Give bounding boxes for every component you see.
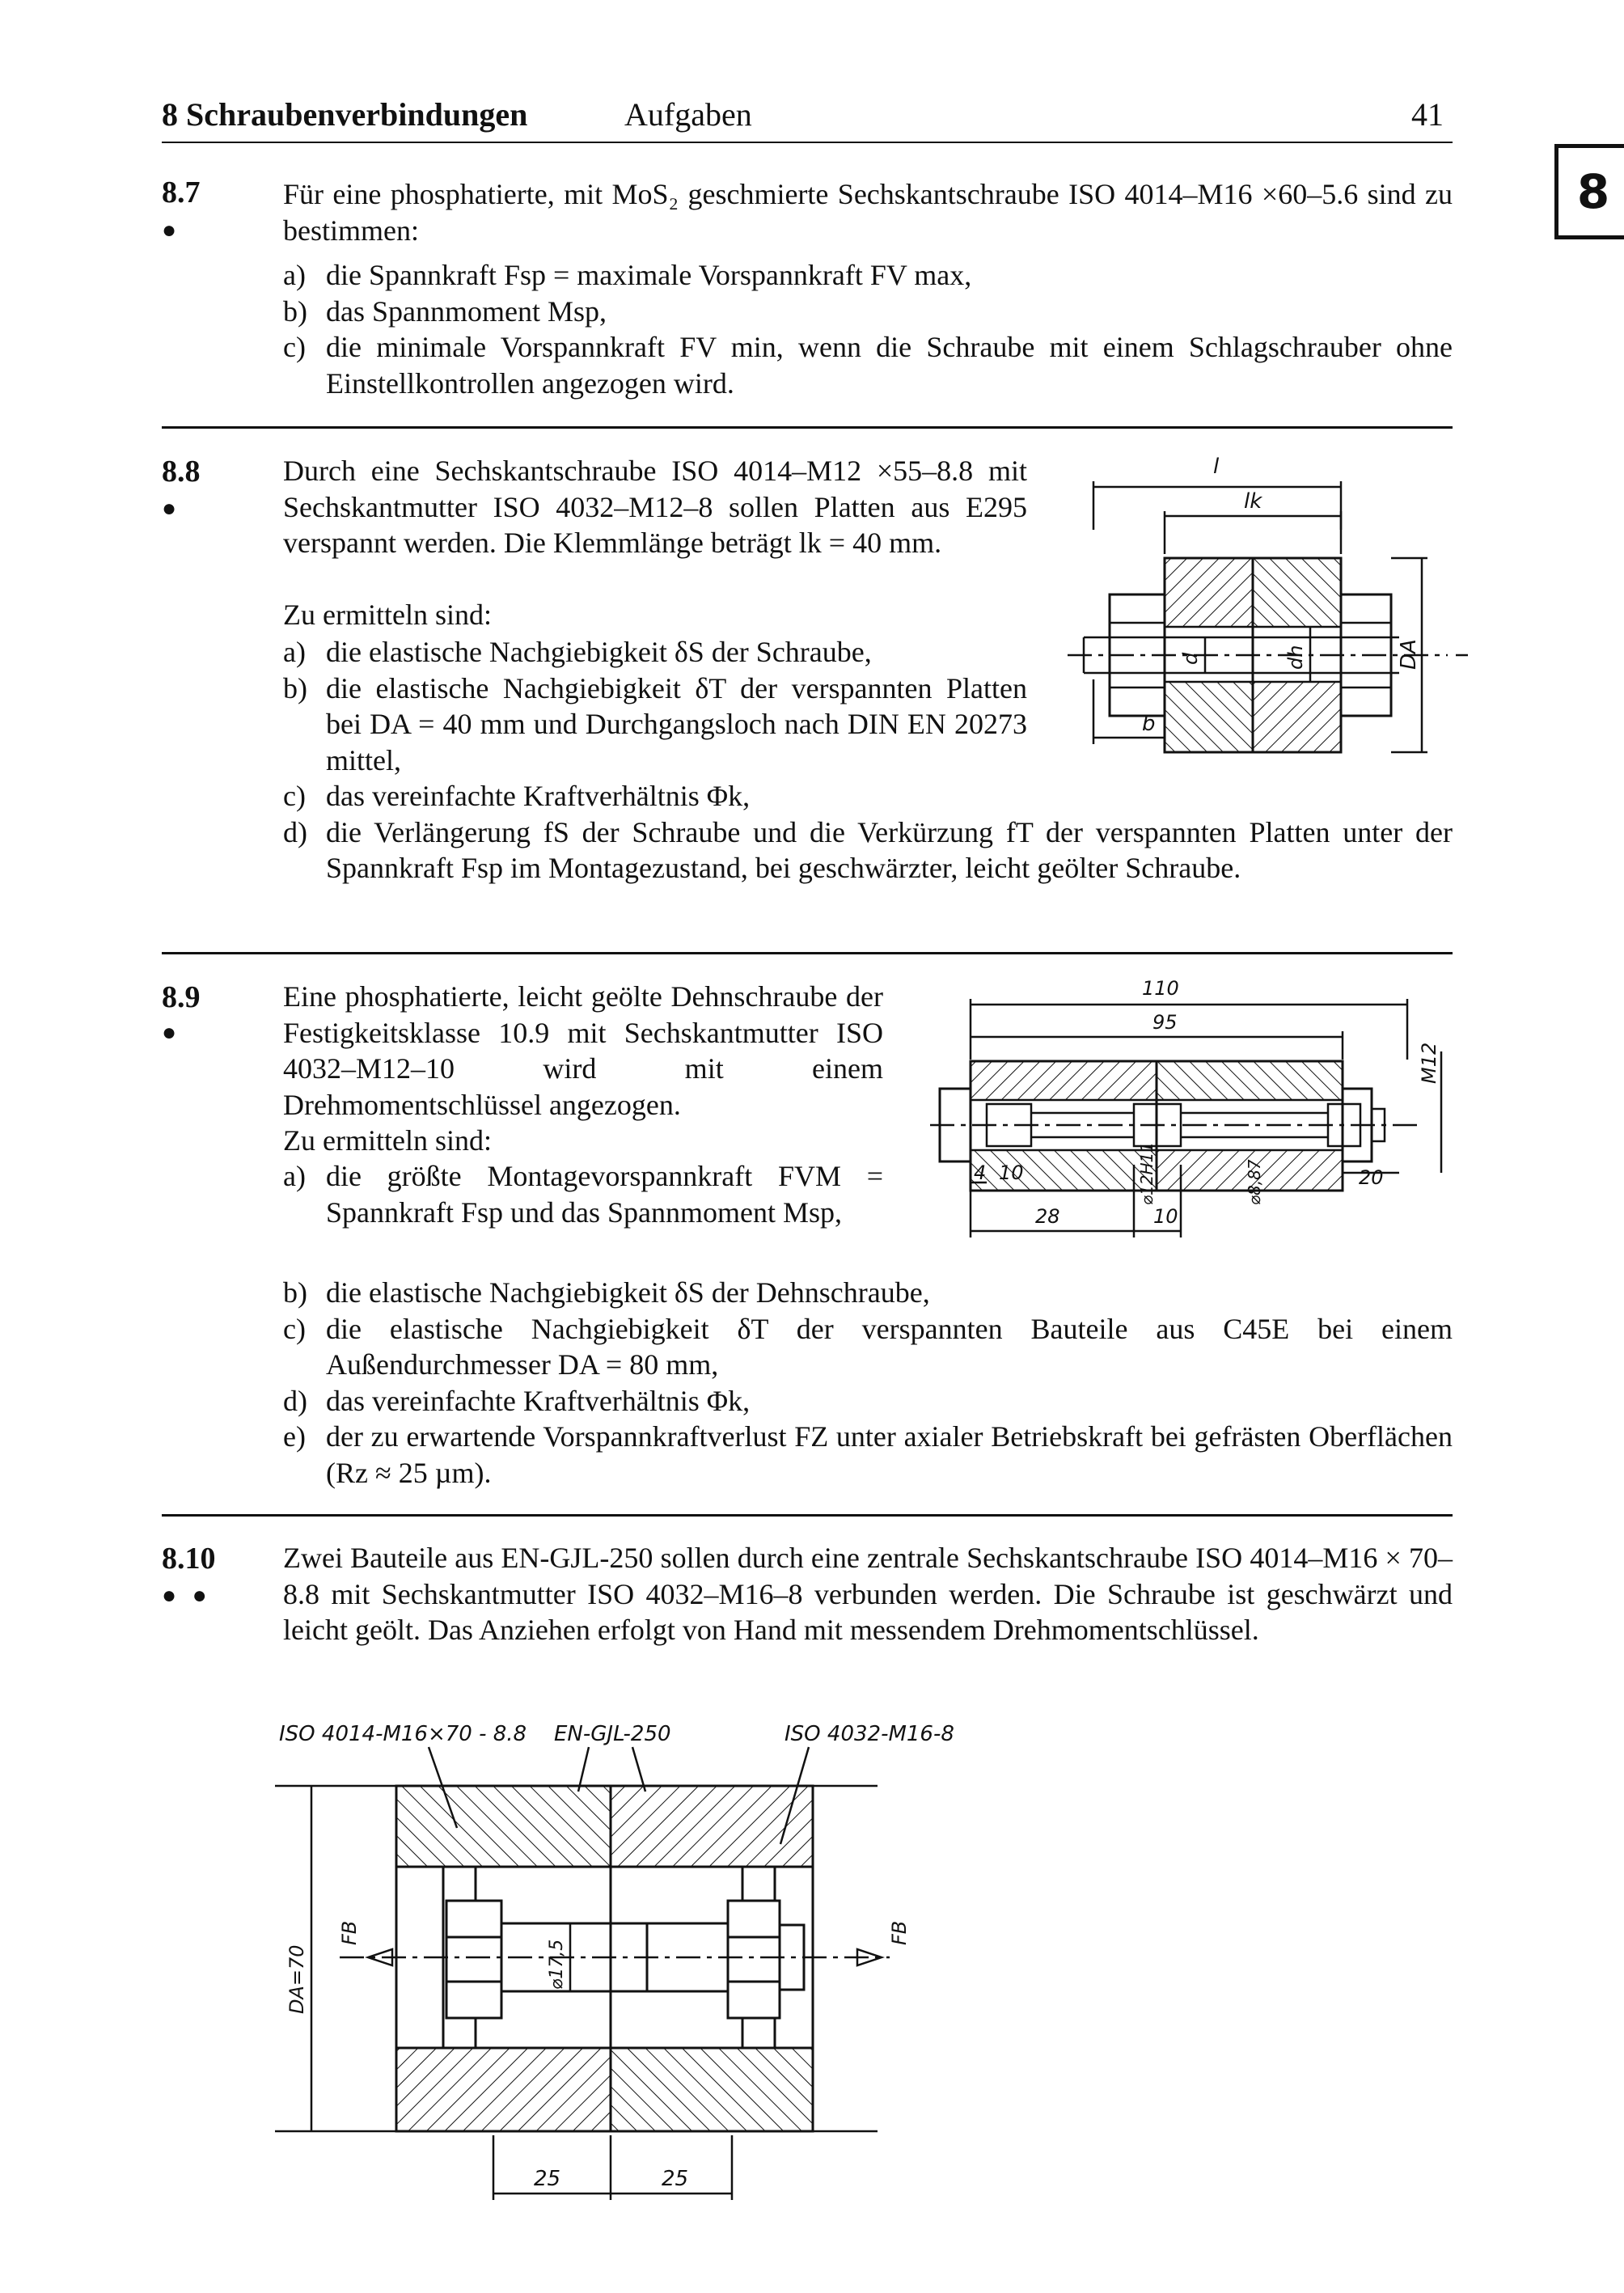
section-divider xyxy=(162,1514,1453,1517)
difficulty-dots: ● xyxy=(162,1019,182,1046)
dim-110: 110 xyxy=(1142,977,1179,1000)
task-item: d) das vereinfachte Kraftverhältnis Φk, xyxy=(283,1384,751,1417)
dim-l: l xyxy=(1213,455,1220,479)
task-list xyxy=(283,778,1453,886)
dim-10a: 10 xyxy=(999,1161,1024,1184)
task-list xyxy=(283,634,1027,778)
dim-20: 20 xyxy=(1359,1166,1384,1189)
task-item: a) die Spannkraft Fsp = maximale Vorspannkraft FV max, xyxy=(283,259,972,291)
chapter-title: 8 Schraubenverbindungen xyxy=(162,96,528,133)
task-item: b) die elastische Nachgiebigkeit δS der Dehnschraube, xyxy=(283,1276,930,1309)
task-item: c) die minimale Vorspannkraft FV min, wenn die Schraube mit einem Schlagschrauber ohne Einstellkontrollen angezogen wird. xyxy=(283,331,1453,400)
problem-ask: Zu ermitteln sind: xyxy=(283,1124,492,1157)
task-item: b) die elastische Nachgiebigkeit δT der verspannten Platten bei DA = 40 mm und Durchgangsloch nach DIN EN 20273 mittel, xyxy=(283,671,1027,776)
dim-b: b xyxy=(1142,712,1156,736)
difficulty-dots: ● xyxy=(162,495,182,522)
page-number: 41 xyxy=(1411,96,1444,133)
dim-lk: lk xyxy=(1244,489,1262,514)
task-item: e) der zu erwartende Vorspannkraftverlust FZ unter axialer Betriebskraft bei gefrästen Oberflächen (Rz ≈ 25 µm). xyxy=(283,1420,1453,1489)
task-item: c) das vereinfachte Kraftverhältnis Φk, xyxy=(283,780,751,812)
task-list xyxy=(283,257,1453,401)
expansion-bolt-figure xyxy=(922,971,1472,1262)
dim-DA: DA xyxy=(1397,639,1421,670)
section-divider xyxy=(162,426,1453,429)
label-nut: ISO 4032-M16-8 xyxy=(785,1722,954,1746)
cast-iron-joint-figure xyxy=(275,1715,1003,2232)
problem-intro: Durch eine Sechskantschraube ISO 4014–M12 ×55–8.8 mit Sechskantmutter ISO 4032–M12–8 sollen Platten aus E295 verspannt werden. Die Klemmlänge beträgt lk = 40 mm. xyxy=(283,455,1027,559)
dim-DA70: DA=70 xyxy=(285,1944,308,2014)
dim-dh: dh xyxy=(1284,645,1307,670)
problem-intro: Eine phosphatierte, leicht geölte Dehnschraube der Festigkeitsklasse 10.9 mit Sechskantmutter ISO 4032–M12–10 wird mit einem Drehmomentschlüssel angezogen. xyxy=(283,980,883,1121)
dim-d: d xyxy=(1179,652,1202,665)
problem-ask: Zu ermitteln sind: xyxy=(283,599,492,631)
problem-intro: Für eine phosphatierte, mit MoS₂ geschmierte Sechskantschraube ISO 4014–M16 ×60–5.6 sind zu bestimmen: xyxy=(283,178,1453,247)
difficulty-dots: ● xyxy=(162,217,182,243)
difficulty-dots: ● ● xyxy=(162,1582,212,1609)
problem-number-8-8: 8.8 xyxy=(162,455,201,489)
dim-M12: M12 xyxy=(1418,1042,1440,1084)
task-item: a) die größte Montagevorspannkraft FVM = Spannkraft Fsp und das Spannmoment Msp, xyxy=(283,1160,883,1229)
dim-dia887: ⌀8,87 xyxy=(1245,1159,1264,1205)
task-item: b) das Spannmoment Msp, xyxy=(283,294,607,328)
label-material: EN-GJL-250 xyxy=(554,1722,671,1746)
chapter-tab: 8 xyxy=(1554,144,1624,239)
dim-10b: 10 xyxy=(1153,1205,1178,1228)
task-list xyxy=(283,1158,883,1230)
bolt-assembly-figure xyxy=(1068,453,1472,768)
problem-number-8-9: 8.9 xyxy=(162,980,201,1014)
label-bolt: ISO 4014-M16×70 - 8.8 xyxy=(279,1722,527,1746)
section-title: Aufgaben xyxy=(624,96,752,133)
task-item: d) die Verlängerung fS der Schraube und die Verkürzung fT der verspannten Platten unter der Spannkraft Fsp im Montagezustand, bei geschwärzter, leicht geölter Schraube. xyxy=(283,815,1453,884)
dim-28: 28 xyxy=(1035,1205,1060,1228)
problem-number-8-7: 8.7 xyxy=(162,176,201,209)
dim-95: 95 xyxy=(1152,1011,1178,1034)
dim-dia175: ⌀17,5 xyxy=(547,1939,567,1990)
dim-25b: 25 xyxy=(662,2167,689,2191)
dim-dia12: ⌀12H11 xyxy=(1137,1142,1157,1205)
dim-25a: 25 xyxy=(534,2167,561,2191)
force-left: FB xyxy=(338,1920,361,1945)
dim-4: 4 xyxy=(974,1161,987,1184)
header-rule xyxy=(162,142,1453,143)
problem-intro: Zwei Bauteile aus EN-GJL-250 sollen durch eine zentrale Sechskantschraube ISO 4014–M16 × 70–8.8 mit Sechskantmutter ISO 4032–M16–8 verbunden werden. Die Schraube ist geschwärzt und leicht geölt. Das Anziehen erfolgt von Hand mit messendem Drehmomentschlüssel. xyxy=(283,1542,1453,1646)
section-divider xyxy=(162,952,1453,954)
task-item: a) die elastische Nachgiebigkeit δS der Schraube, xyxy=(283,636,872,668)
task-list xyxy=(283,1275,1453,1491)
task-item: c) die elastische Nachgiebigkeit δT der verspannten Bauteile aus C45E bei einem Außendurchmesser DA = 80 mm, xyxy=(283,1312,1453,1381)
force-right: FB xyxy=(888,1920,911,1945)
problem-number-8-10: 8.10 xyxy=(162,1542,216,1576)
